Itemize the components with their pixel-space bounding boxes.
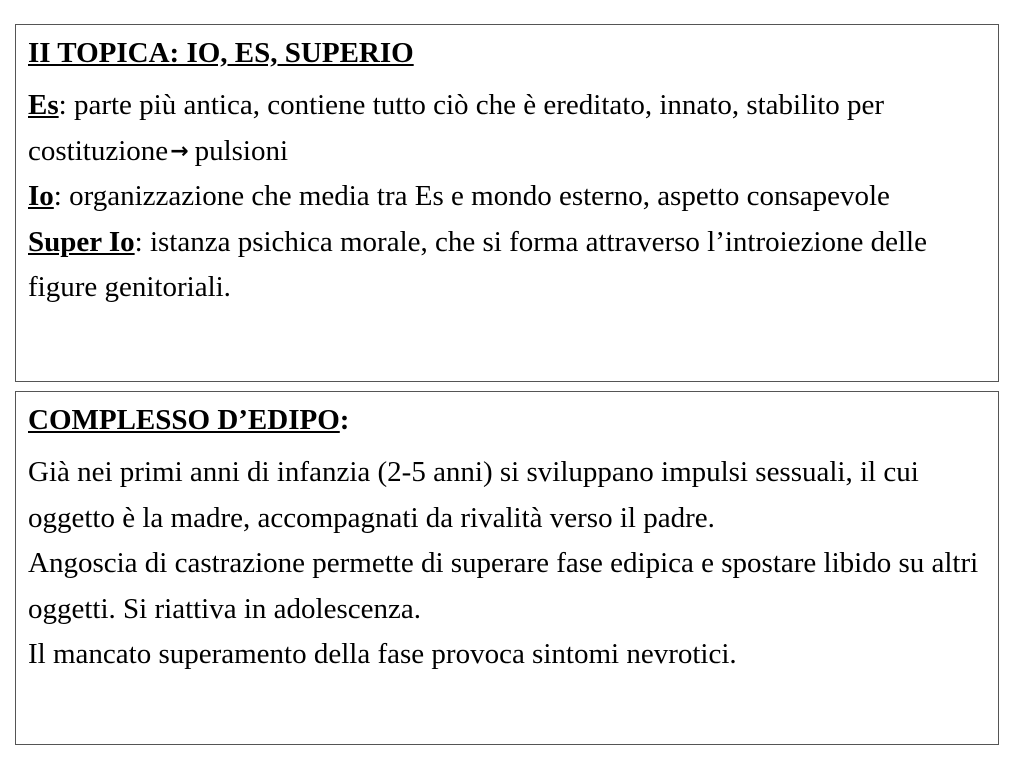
edipo-paragraph-2: Angoscia di castrazione permette di superare fase edipica e spostare libido su altri oggetti. Si riattiva in adolescenza. (28, 547, 979, 625)
edipo-paragraph-3: Il mancato superamento della fase provoca sintomi nevrotici. (28, 638, 737, 670)
es-text: : parte più antica, contiene tutto ciò che è ereditato, innato, stabilito per costituzione (28, 89, 885, 167)
es-term: Es (28, 89, 59, 121)
superio-term: Super Io (28, 225, 135, 258)
edipo-paragraph-1: Già nei primi anni di infanzia (2-5 anni) si sviluppano impulsi sessuali, il cui oggetto è la madre, accompagnati da rivalità verso il padre. (28, 456, 919, 534)
edipo-title-text: COMPLESSO D’EDIPO (28, 404, 340, 436)
superio-text: : istanza psichica morale, che si forma attraverso l’introiezione delle figure genitoriali. (28, 225, 927, 303)
arrow-right-icon: → (170, 138, 189, 164)
topica-title (28, 35, 986, 71)
edipo-box (15, 391, 999, 745)
edipo-title-colon: : (339, 404, 350, 436)
topica-box (15, 24, 999, 382)
io-paragraph (28, 174, 986, 220)
topica-title-text: II TOPICA: IO, ES, SUPERIO (28, 37, 414, 69)
es-paragraph (28, 83, 986, 174)
io-text: : organizzazione che media tra Es e mondo esterno, aspetto consapevole (53, 180, 890, 212)
es-tail: pulsioni (194, 134, 289, 167)
superio-paragraph (28, 220, 986, 311)
edipo-title (28, 402, 986, 438)
io-term: Io (28, 180, 54, 212)
